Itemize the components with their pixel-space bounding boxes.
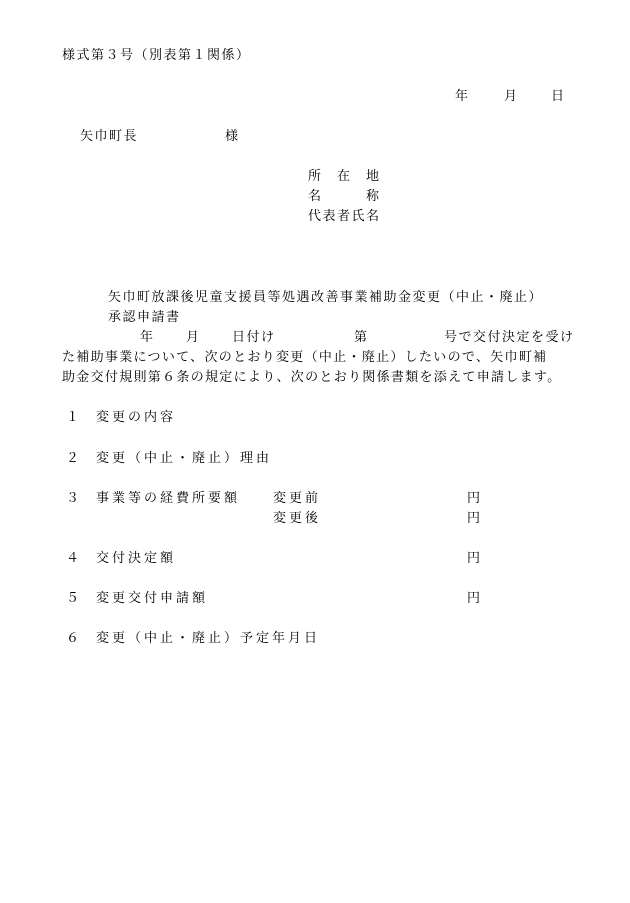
title-line-2: 承認申請書 — [108, 310, 181, 325]
item-3-label: 事業等の経費所要額 — [96, 491, 241, 506]
item-4-number: ４ — [66, 551, 81, 566]
body-year: 年 — [140, 330, 155, 345]
item-5-unit: 円 — [467, 591, 482, 606]
item-4-label: 交付決定額 — [96, 551, 177, 566]
date-day-label: 日 — [551, 89, 566, 104]
applicant-name-label: 名 称 — [308, 189, 381, 204]
item-1-number: １ — [66, 410, 81, 425]
item-6-label: 変更（中止・廃止）予定年月日 — [96, 631, 321, 646]
item-2-label: 変更（中止・廃止）理由 — [96, 451, 273, 466]
title-line-1: 矢巾町放課後児童支援員等処遇改善事業補助金変更（中止・廃止） — [108, 290, 544, 305]
body-number: 第 — [354, 330, 369, 345]
item-3-unit-before: 円 — [467, 491, 482, 506]
body-month: 月 — [186, 330, 201, 345]
addressee-suffix: 様 — [225, 129, 240, 144]
form-id: 様式第３号（別表第１関係） — [62, 48, 251, 63]
item-3-unit-after: 円 — [467, 511, 482, 526]
date-month-label: 月 — [504, 89, 519, 104]
item-1-label: 変更の内容 — [96, 410, 177, 425]
item-3-sub-before: 変更前 — [273, 491, 322, 506]
item-6-number: ６ — [66, 631, 81, 646]
item-5-label: 変更交付申請額 — [96, 591, 209, 606]
applicant-rep-label: 代表者氏名 — [308, 209, 381, 224]
body-line-2: た補助事業について、次のとおり変更（中止・廃止）したいので、矢巾町補 — [62, 350, 548, 365]
item-5-number: ５ — [66, 591, 81, 606]
item-2-number: ２ — [66, 451, 81, 466]
body-line-3: 助金交付規則第６条の規定により、次のとおり関係書類を添えて申請します。 — [62, 370, 562, 385]
item-3-sub-after: 変更後 — [273, 511, 322, 526]
body-dated: 日付け — [232, 330, 276, 345]
addressee-name: 矢巾町長 — [80, 129, 139, 144]
applicant-address-label: 所 在 地 — [308, 169, 381, 184]
item-4-unit: 円 — [467, 551, 482, 566]
item-3-number: ３ — [66, 491, 81, 506]
body-line-1-rest: 号で交付決定を受け — [444, 330, 575, 345]
date-year-label: 年 — [455, 89, 470, 104]
